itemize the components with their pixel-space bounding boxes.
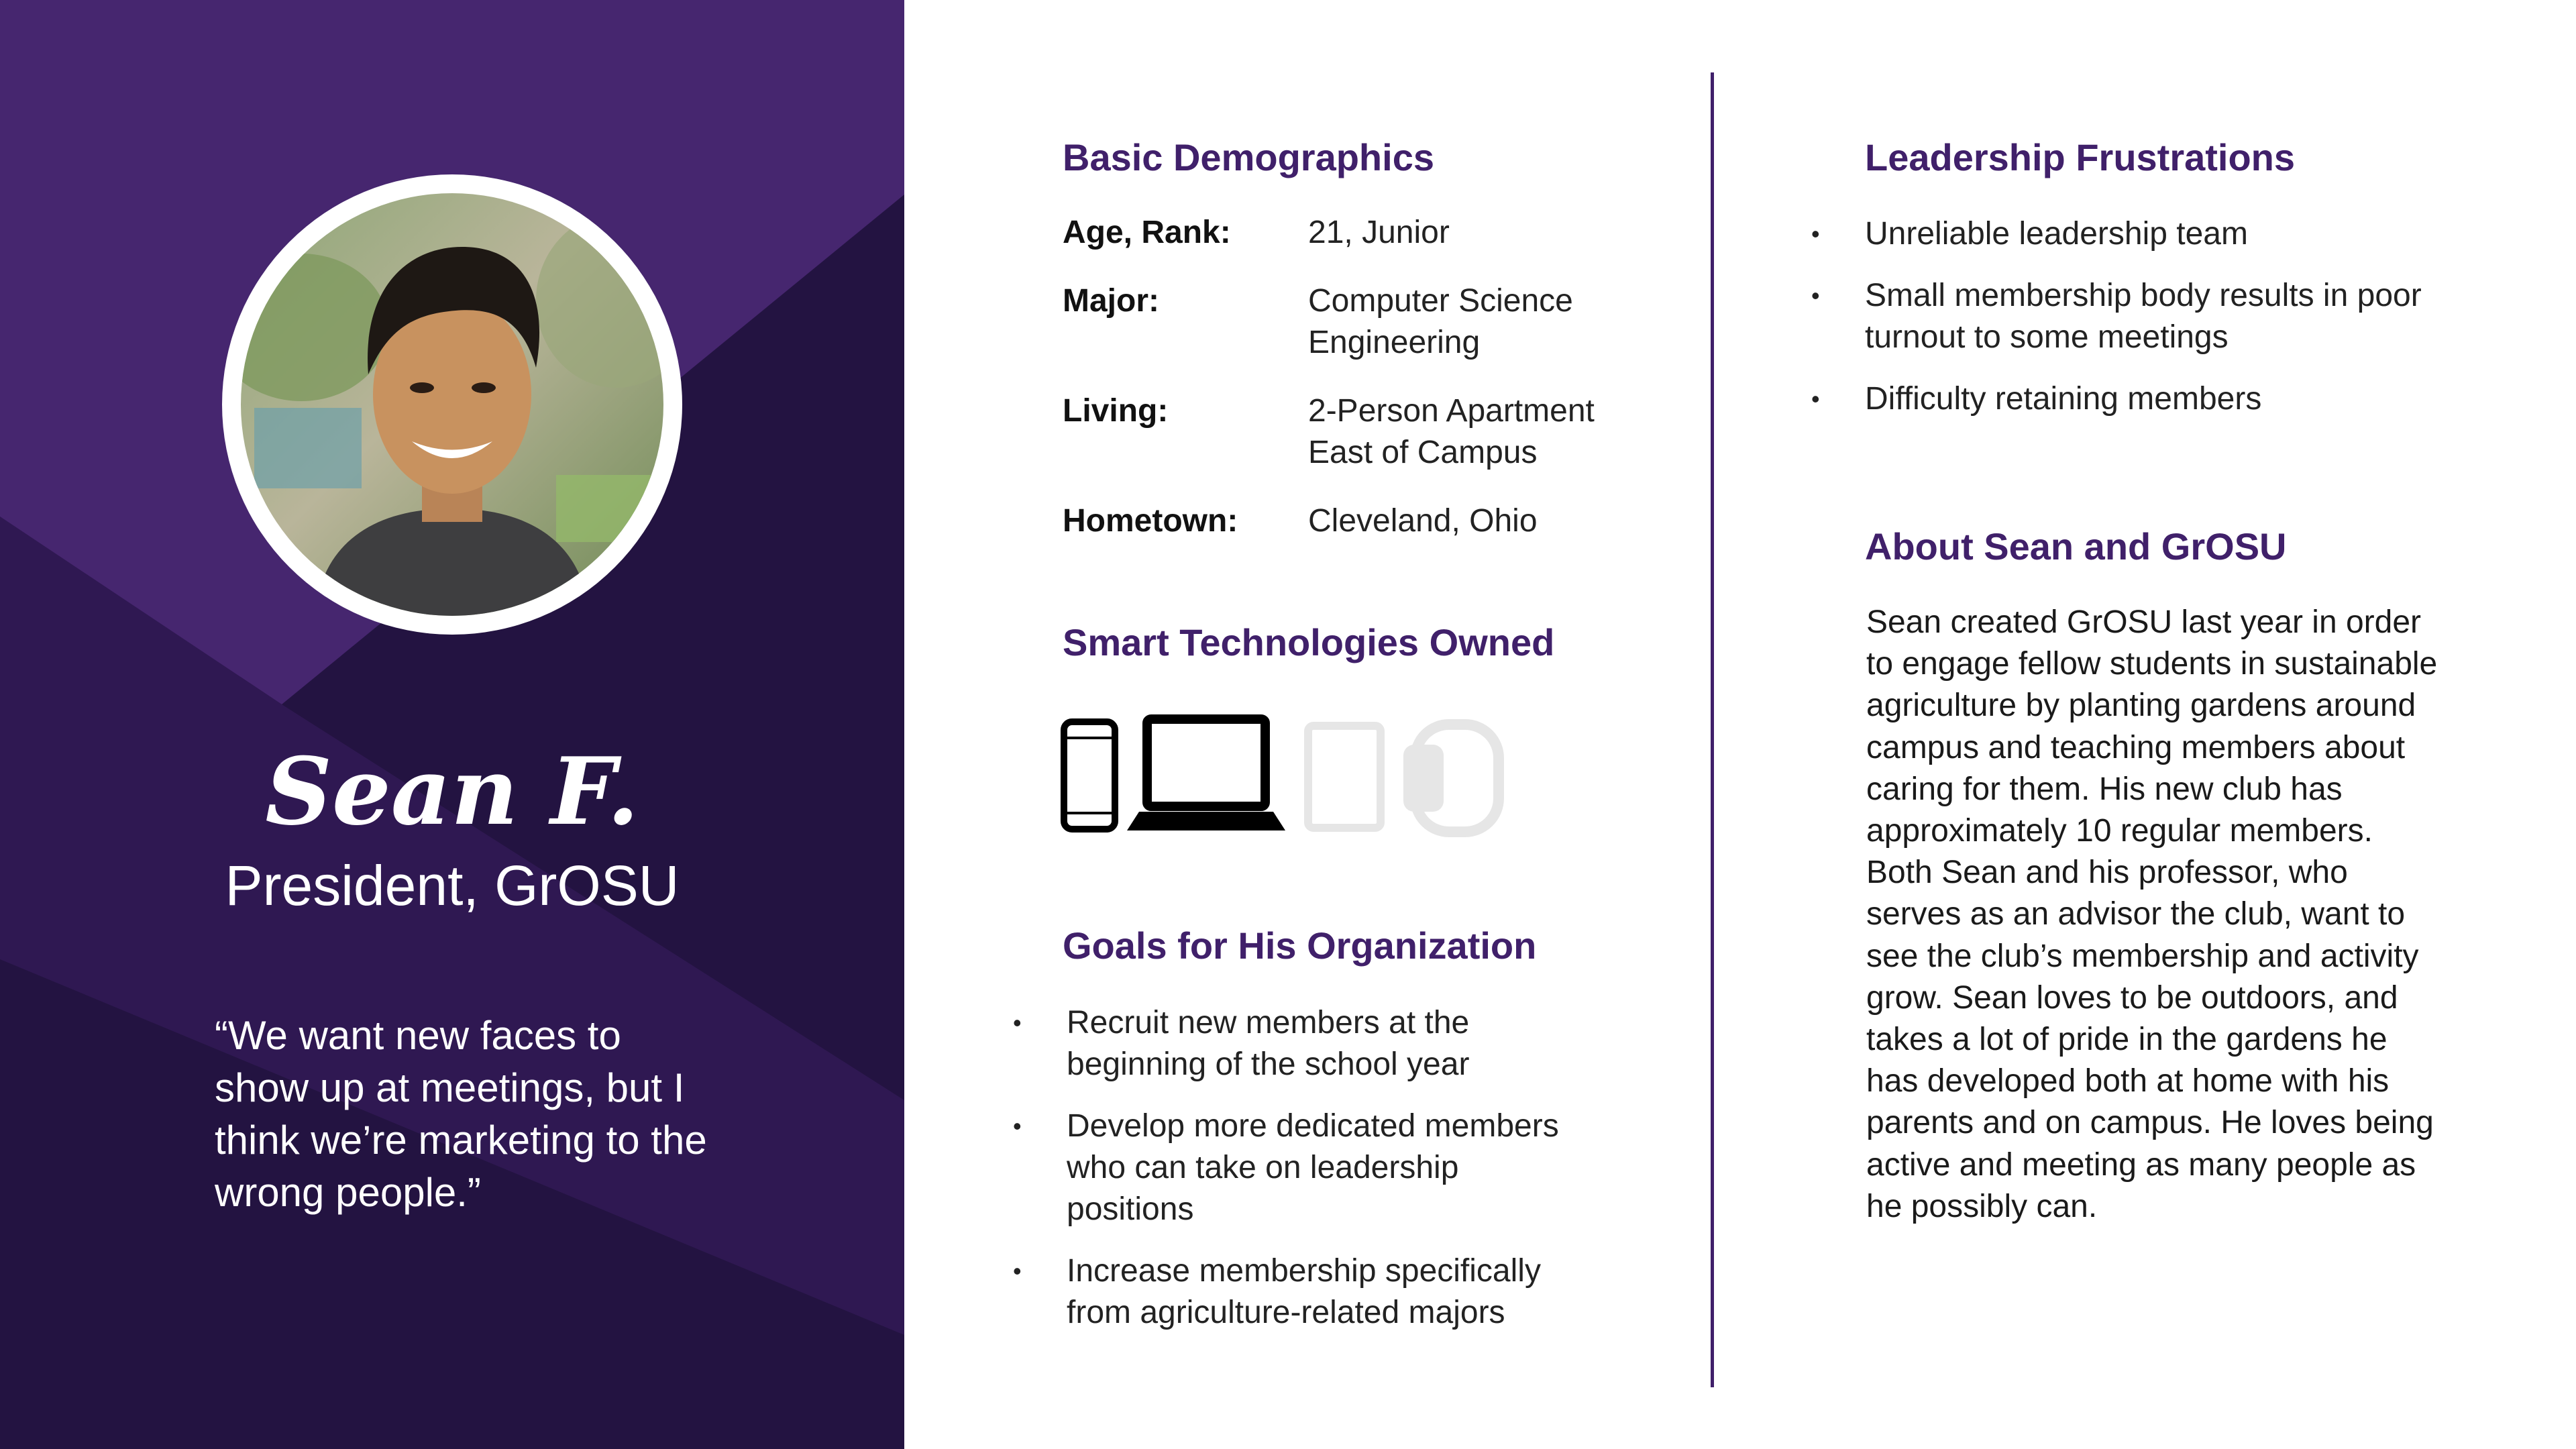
about-paragraph: Sean created GrOSU last year in order to engage fellow students in sustainable agriculture by planting gardens around campus and teaching members about caring for them. His new club has approximately 10 regular members. Both Sean and his professor, who serves as an advisor the club, want to see the club’s membership and activity grow. Sean loves to be outdoors, and takes a lot of pride in the gardens he has developed both at home with his parents and on campus. He loves being active and meeting as many people as he possibly can. xyxy=(1866,604,2438,1224)
goals-heading: Goals for His Organization xyxy=(1063,924,1537,967)
persona-panel xyxy=(0,0,904,1449)
about-heading: About Sean and GrOSU xyxy=(1865,525,2287,568)
smartwatch-icon xyxy=(1403,724,1499,832)
frustration-item: • Unreliable leadership team xyxy=(1865,213,2442,255)
devices-row xyxy=(1060,711,1570,845)
demo-value-living: 2-Person Apartment East of Campus xyxy=(1308,393,1595,470)
goals-list xyxy=(1067,1002,1590,1354)
goal-item: • Recruit new members at the beginning of the school year xyxy=(1067,1002,1590,1085)
goal-item: • Increase membership specifically from agriculture-related majors xyxy=(1067,1250,1590,1334)
column-divider xyxy=(1711,72,1714,1387)
demographics-heading: Basic Demographics xyxy=(1063,136,1434,178)
demo-value-age: 21, Junior xyxy=(1308,215,1450,250)
avatar xyxy=(222,174,682,635)
technologies-heading: Smart Technologies Owned xyxy=(1063,621,1555,663)
demo-value-major: Computer Science Engineering xyxy=(1308,283,1573,360)
frustration-item: • Difficulty retaining members xyxy=(1865,378,2442,420)
frustrations-list xyxy=(1865,213,2442,440)
tablet-icon xyxy=(1308,726,1381,828)
demo-value-hometown: Cleveland, Ohio xyxy=(1308,503,1538,539)
demo-label-age: Age, Rank: xyxy=(1063,215,1231,250)
persona-role: President, GrOSU xyxy=(225,854,680,917)
frustration-item: • Small membership body results in poor turnout to some meetings xyxy=(1865,275,2442,358)
frustrations-heading: Leadership Frustrations xyxy=(1865,136,2296,178)
demo-label-major: Major: xyxy=(1063,283,1159,319)
demo-label-living: Living: xyxy=(1063,393,1169,429)
persona-quote: “We want new faces to show up at meetings, but I think we’re marketing to the wrong people.” xyxy=(215,1013,707,1215)
smartphone-icon xyxy=(1064,722,1115,829)
demo-label-hometown: Hometown: xyxy=(1063,503,1238,539)
profile-photo xyxy=(241,193,663,616)
persona-name: Sean F. xyxy=(265,737,639,846)
laptop-icon xyxy=(1127,719,1285,830)
goal-item: • Develop more dedicated members who can take on leadership positions xyxy=(1067,1106,1590,1230)
